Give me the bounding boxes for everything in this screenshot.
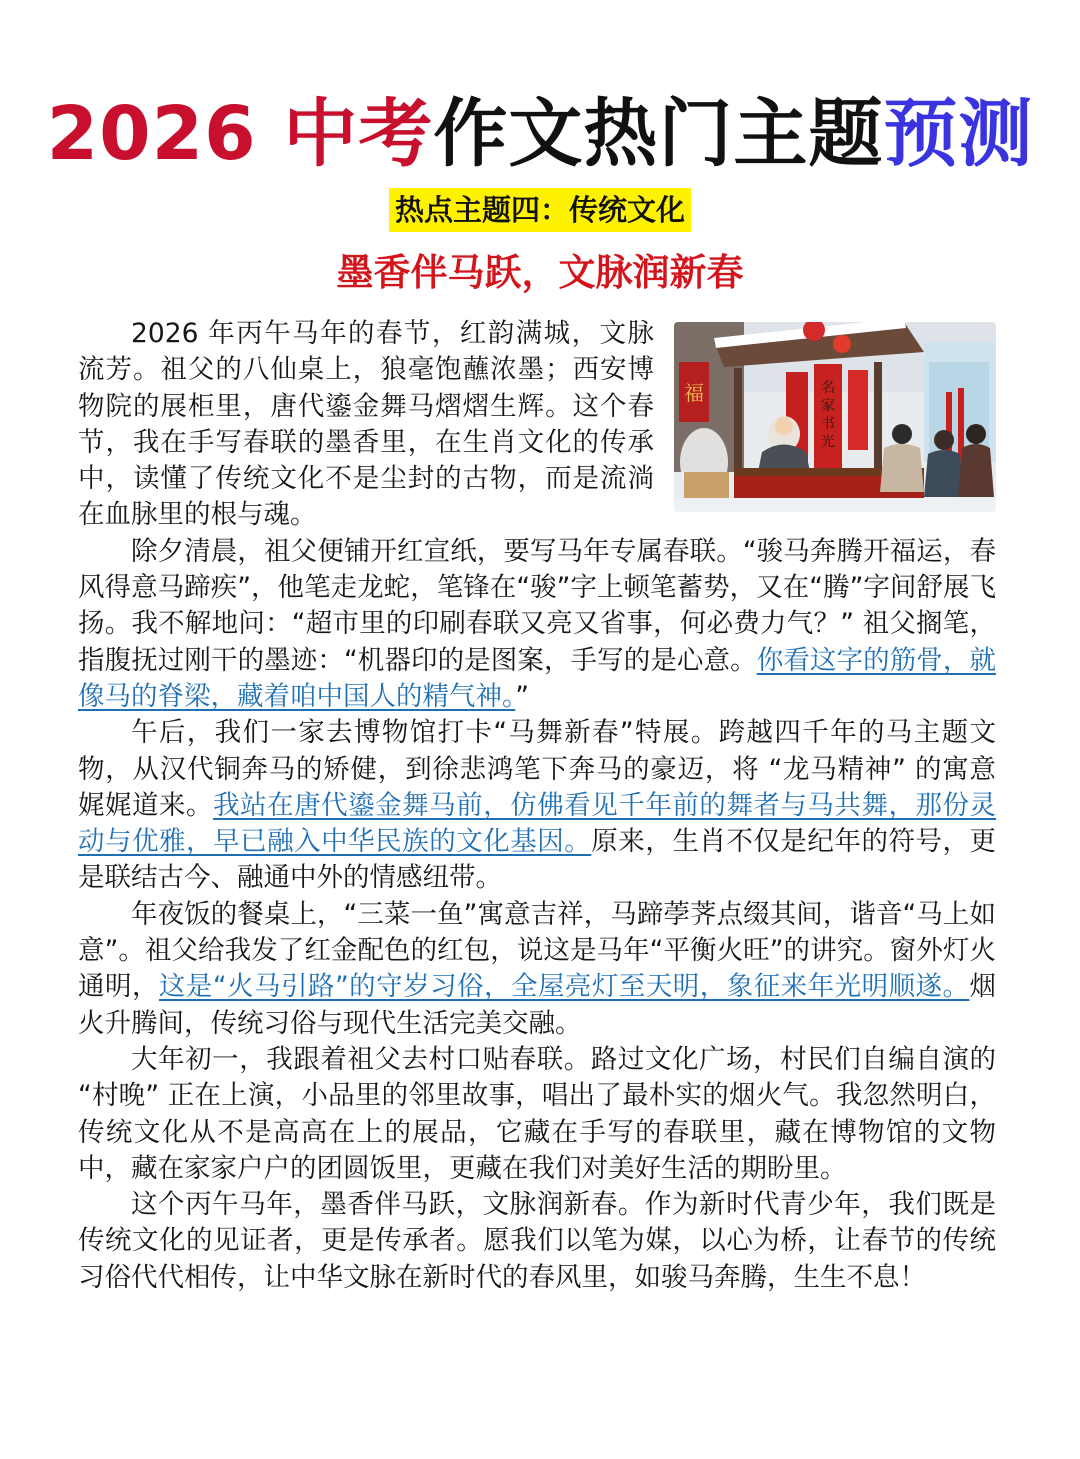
- couplet-char-3: 书: [821, 416, 835, 432]
- page-title: [0, 88, 1080, 180]
- couplet-char-1: 名: [821, 380, 835, 396]
- title-zhongkao: 中考: [283, 91, 434, 177]
- essay-subtitle: 墨香伴马跃，文脉润新春: [336, 250, 744, 294]
- paragraph-4-text-b: 烟火升腾间，传统习俗与现代生活完美交融。: [78, 971, 996, 1039]
- paragraph-2-text-a: 除夕清晨，祖父便铺开红宣纸，要写马年专属春联。“骏马奔腾开福运，春风得意马蹄疾”，他笔走龙蛇，笔锋在“骏”字上顿笔蓄势，又在“腾”字间舒展飞扬。我不解地问：“超市里的印刷春联又亮又省事，何必费力气？” 祖父搁笔，指腹抚过刚干的墨迹：“机器印的是图案，手写的是心意。: [78, 535, 996, 676]
- paragraph-3-text-a: 午后，我们一家去博物馆打卡“马舞新春”特展。跨越四千年的马主题文物，从汉代铜奔马的矫健，到徐悲鸿笔下奔马的豪迈，将 “龙马精神” 的寓意娓娓道来。: [78, 717, 996, 821]
- couplet-char-4: 光: [821, 434, 835, 450]
- new-year-couplet-market-illustration: [674, 322, 996, 512]
- essay-body: [78, 316, 996, 1296]
- paragraph-2-text-b: ”: [515, 680, 529, 712]
- paragraph-5: 大年初一，我跟着祖父去村口贴春联。路过文化广场，村民们自编自演的 “村晚” 正在上演，小品里的邻里故事，唱出了最朴实的烟火气。我忽然明白，传统文化从不是高高在上的展品，它藏在手写的春联里，藏在博物馆的文物中，藏在家家户户的团圆饭里，更藏在我们对美好生活的期盼里。: [78, 1043, 996, 1184]
- paragraph-3-highlight: 我站在唐代鎏金舞马前，仿佛看见千年前的舞者与马共舞，那份灵动与优雅，早已融入中华民族的文化基因。: [78, 789, 997, 858]
- paragraph-3-text-b: 原来，生肖不仅是纪年的符号，更是联结古今、融通中外的情感纽带。: [78, 826, 997, 894]
- title-middle: 作文热门主题: [433, 91, 884, 177]
- paragraph-3: [78, 715, 996, 896]
- paragraph-2-highlight: 你看这字的筋骨，就像马的脊梁，藏着咱中国人的精气神。: [78, 644, 997, 712]
- couplet-char-2: 家: [821, 398, 835, 414]
- fu-left: 福: [684, 381, 704, 405]
- topic-label-row: [0, 188, 1080, 232]
- title-year: 2026: [46, 91, 284, 177]
- paragraph-2: [78, 534, 996, 715]
- paragraph-1: 2026 年丙午马年的春节，红韵满城，文脉流芳。祖父的八仙桌上，狼毫饱蘸浓墨；西安博物院的展柜里，唐代鎏金舞马熠熠生辉。这个春节，我在手写春联的墨香里，在生肖文化的传承中，读懂了传统文化不是尘封的古物，而是流淌在血脉里的根与魂。: [78, 318, 654, 531]
- paragraph-4-text-a: 年夜饭的餐桌上，“三菜一鱼”寓意吉祥，马蹄荸荠点缀其间，谐音“马上如意”。祖父给我发了红金配色的红包，说这是马年“平衡火旺”的讲究。窗外灯火通明，: [78, 898, 996, 1003]
- title-predict: 预测: [883, 91, 1034, 177]
- paragraph-4: [78, 897, 996, 1042]
- paragraph-6: 这个丙午马年，墨香伴马跃，文脉润新春。作为新时代青少年，我们既是传统文化的见证者，更是传承者。愿我们以笔为媒，以心为桥，让春节的传统习俗代代相传，让中华文脉在新时代的春风里，如骏马奔腾，生生不息！: [78, 1189, 996, 1293]
- topic-label: 热点主题四：传统文化: [389, 188, 691, 232]
- paragraph-4-highlight: 这是“火马引路”的守岁习俗，全屋亮灯至天明，象征来年光明顺遂。: [158, 971, 970, 1003]
